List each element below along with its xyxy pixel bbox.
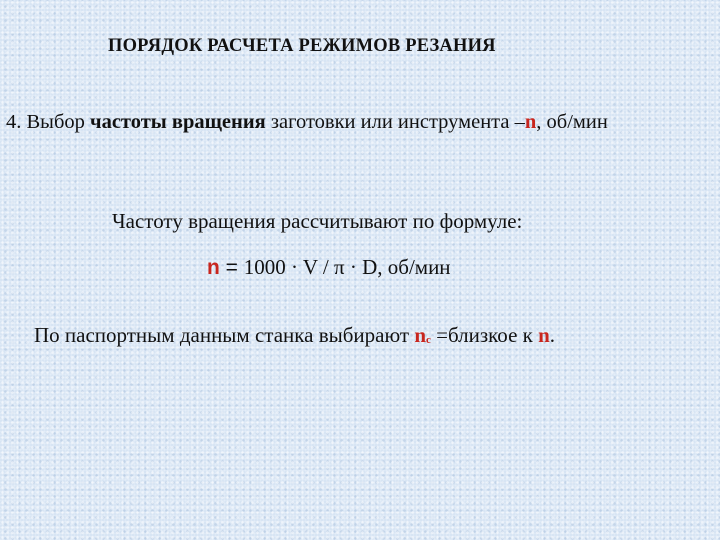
selection-symbol-nc [414,323,431,347]
formula-symbol-n: n [207,256,220,279]
formula [207,255,451,280]
step-middle: заготовки или инструмента – [265,111,525,133]
step-symbol-n: n [524,111,537,133]
step-prefix: 4. Выбор [6,111,91,133]
formula-intro: Частоту вращения рассчитывают по формуле: [112,209,523,233]
selection-end: . [549,323,556,347]
step-heading [6,110,608,134]
nc-base: n [414,323,427,347]
step-emphasis: частоты вращения [90,111,266,133]
slide-title: ПОРЯДОК РАСЧЕТА РЕЖИМОВ РЕЗАНИЯ [108,36,496,56]
selection-rule [34,323,555,352]
step-suffix: , об/мин [536,111,608,133]
selection-text: По паспортным данным станка выбирают [34,323,415,347]
formula-equals: = [219,256,244,279]
formula-expression: 1000 · V / π · D, об/мин [243,255,451,279]
selection-target-n: n [538,323,550,347]
selection-middle: =близкое к [430,323,539,347]
nc-subscript: c [426,334,431,346]
